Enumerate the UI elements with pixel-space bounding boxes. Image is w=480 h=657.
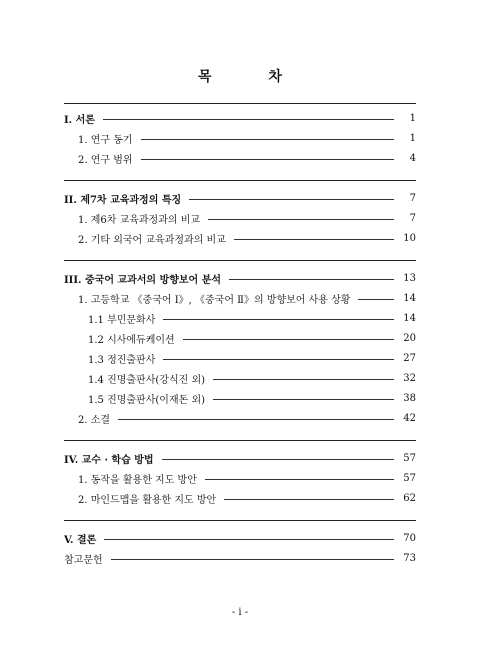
toc-label: 2. 마인드맵을 활용한 지도 방안 — [78, 494, 217, 506]
toc-page-number: 32 — [403, 372, 416, 384]
toc-entry-6th-comparison[interactable] — [64, 210, 416, 226]
toc-entry-summary[interactable] — [64, 410, 416, 426]
toc-label: 2. 소결 — [78, 414, 111, 426]
dot-leader — [141, 139, 394, 140]
toc-page-number: 73 — [403, 552, 416, 564]
toc-entry-curriculum-features[interactable] — [64, 190, 416, 206]
toc-label: III. 중국어 교과서의 방향보어 분석 — [64, 274, 222, 286]
toc-label: 1.5 진명출판사(이재돈 외) — [88, 394, 206, 406]
toc-entry-conclusion[interactable] — [64, 530, 416, 546]
toc-label: 2. 연구 범위 — [78, 154, 133, 166]
toc-label: 1. 연구 동기 — [78, 134, 133, 146]
dot-leader — [234, 239, 394, 240]
toc-page-number: 7 — [409, 212, 416, 224]
toc-label: IV. 교수 · 학습 방법 — [64, 454, 154, 466]
toc-entry-sisa[interactable] — [64, 330, 416, 346]
toc-entry-jeongjin[interactable] — [64, 350, 416, 366]
toc-page-number: 7 — [409, 192, 416, 204]
toc-page-number: 13 — [403, 272, 416, 284]
toc-page-number: 14 — [403, 312, 416, 324]
dot-leader — [208, 219, 394, 220]
toc-label: 1. 제6차 교육과정과의 비교 — [78, 214, 201, 226]
toc-label: 1.4 진명출판사(강식진 외) — [88, 374, 206, 386]
toc-page-number: 10 — [403, 232, 416, 244]
dot-leader — [213, 399, 394, 400]
toc-label: 2. 기타 외국어 교육과정과의 비교 — [78, 234, 226, 246]
dot-leader — [118, 419, 394, 420]
toc-page-number: 57 — [403, 472, 416, 484]
toc-page-number: 1 — [409, 112, 416, 124]
toc-label: 1. 고등학교 《중국어 Ⅰ》, 《중국어 Ⅱ》의 방향보어 사용 상황 — [78, 294, 351, 306]
dot-leader — [104, 539, 394, 540]
dot-leader — [163, 359, 394, 360]
dot-leader — [141, 159, 394, 160]
divider — [64, 103, 416, 104]
toc-page-number: 1 — [409, 132, 416, 144]
dot-leader — [162, 459, 394, 460]
toc-entry-research-motivation[interactable] — [64, 130, 416, 146]
toc-label: II. 제7차 교육과정의 특징 — [64, 194, 182, 206]
divider — [64, 180, 416, 181]
divider — [64, 520, 416, 521]
toc-page-number: 14 — [403, 292, 416, 304]
dot-leader — [224, 499, 394, 500]
toc-entry-foreign-comparison[interactable] — [64, 230, 416, 246]
divider — [64, 440, 416, 441]
toc-entry-textbook-analysis[interactable] — [64, 270, 416, 286]
page-number-footer: - i - — [231, 607, 249, 618]
dot-leader — [111, 559, 394, 560]
toc-entry-bumin[interactable] — [64, 310, 416, 326]
toc-label: I. 서론 — [64, 114, 95, 126]
toc-page-number: 38 — [403, 392, 416, 404]
toc-entry-mindmap-method[interactable] — [64, 490, 416, 506]
toc-page-number: 27 — [403, 352, 416, 364]
toc-page-number: 62 — [403, 492, 416, 504]
dot-leader — [213, 379, 394, 380]
divider — [64, 260, 416, 261]
toc-page-number: 20 — [403, 332, 416, 344]
dot-leader — [183, 339, 394, 340]
dot-leader — [103, 119, 394, 120]
page-title: 목 차 — [198, 69, 308, 85]
toc-page-number: 42 — [403, 412, 416, 424]
toc-label: 참고문헌 — [64, 554, 103, 566]
toc-entry-action-method[interactable] — [64, 470, 416, 486]
toc-label: 1.2 시사에듀케이션 — [88, 334, 175, 346]
toc-label: 1.1 부민문화사 — [88, 314, 156, 326]
toc-entry-research-scope[interactable] — [64, 150, 416, 166]
toc-entry-teaching-methods[interactable] — [64, 450, 416, 466]
toc-entry-references[interactable] — [64, 550, 416, 566]
toc-label: 1.3 정진출판사 — [88, 354, 156, 366]
dot-leader — [205, 479, 394, 480]
dot-leader — [358, 299, 394, 300]
toc-entry-highschool-usage[interactable] — [64, 290, 416, 306]
dot-leader — [163, 319, 394, 320]
toc-page-number: 57 — [403, 452, 416, 464]
toc-label: 1. 동작을 활용한 지도 방안 — [78, 474, 197, 486]
toc-entry-introduction[interactable] — [64, 110, 416, 126]
toc-page-number: 4 — [409, 152, 416, 164]
toc-entry-jinmyeong-lee[interactable] — [64, 390, 416, 406]
dot-leader — [229, 279, 394, 280]
toc-page-number: 70 — [403, 532, 416, 544]
dot-leader — [189, 199, 394, 200]
toc-label: V. 결론 — [64, 534, 97, 546]
toc-entry-jinmyeong-kang[interactable] — [64, 370, 416, 386]
